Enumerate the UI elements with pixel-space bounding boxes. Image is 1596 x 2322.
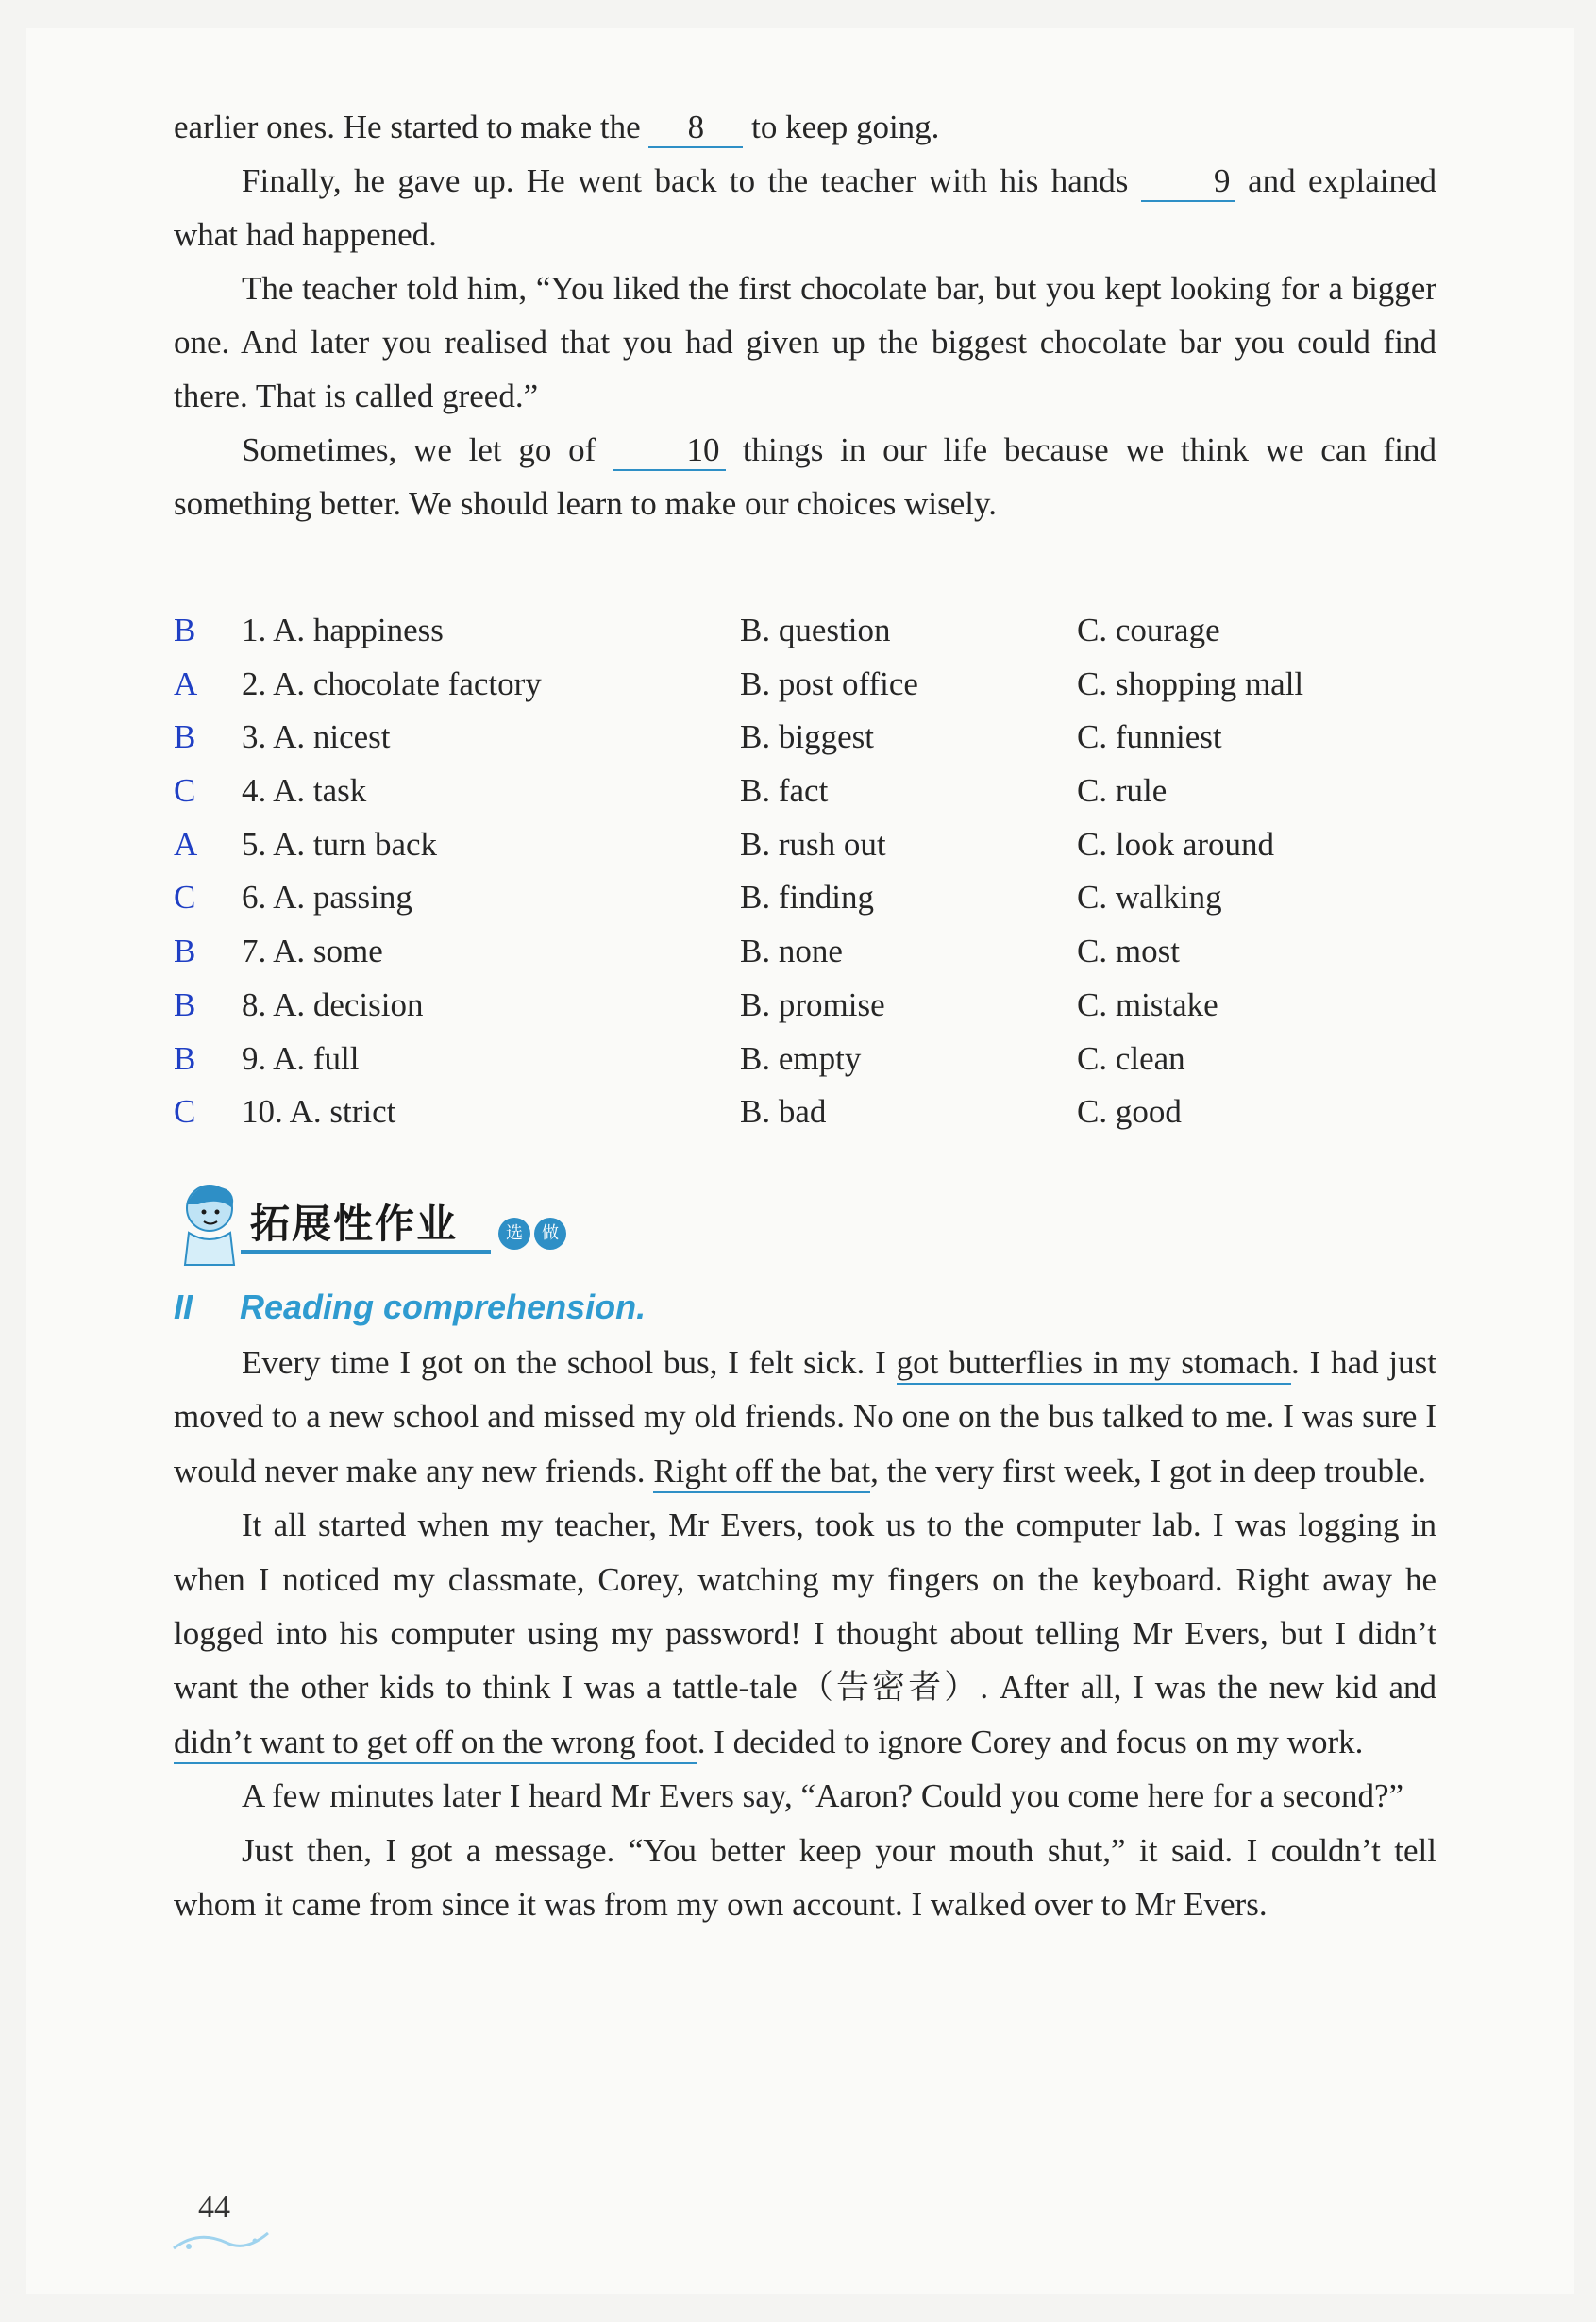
reading-passage	[174, 1336, 1436, 1931]
cloze-passage	[174, 100, 1436, 530]
cloze-paragraph-1: earlier ones. He started to make the 8 to keep going.	[174, 100, 1436, 154]
banner-title: 拓展性作业	[250, 1201, 459, 1247]
option-c: C. most	[1077, 933, 1180, 970]
cloze-paragraph-4: Sometimes, we let go of 10 things in our life because we think we can find something better. We should learn to make our choices wisely.	[174, 431, 1436, 522]
cloze-paragraph-2: Finally, he gave up. He went back to the teacher with his hands 9 and explained what had happened.	[174, 162, 1436, 253]
student-icon	[170, 1170, 245, 1274]
option-b: B. bad	[740, 1093, 827, 1131]
answer-mark: B	[174, 718, 196, 756]
section-number: II	[174, 1287, 193, 1326]
option-a: 7. A. some	[242, 933, 383, 970]
option-b: B. finding	[740, 879, 874, 917]
do-badge: 做	[534, 1218, 566, 1250]
option-c: C. look around	[1077, 825, 1275, 863]
answer-options	[174, 604, 1436, 1139]
option-a: 9. A. full	[242, 1039, 360, 1077]
cloze-paragraph-3: The teacher told him, “You liked the first chocolate bar, but you kept looking for a bigger one. And later you realised that you had given up the biggest chocolate bar you could find there. That is called greed.”	[174, 270, 1436, 414]
option-c: C. funniest	[1077, 718, 1222, 756]
option-a: 8. A. decision	[242, 985, 424, 1023]
answer-mark: B	[174, 985, 196, 1023]
question-row	[174, 711, 1436, 765]
option-c: C. courage	[1077, 612, 1220, 648]
option-c: C. good	[1077, 1093, 1182, 1131]
underlined-phrase: didn’t want to get off on the wrong foot	[174, 1724, 697, 1764]
page-number: 44	[198, 2190, 230, 2225]
reading-paragraph-3: A few minutes later I heard Mr Evers say, “Aaron? Could you come here for a second?”	[242, 1777, 1404, 1815]
answer-mark: A	[174, 825, 198, 863]
answer-mark: C	[174, 772, 196, 810]
option-c: C. clean	[1077, 1039, 1185, 1077]
option-a: 1. A. happiness	[242, 612, 444, 648]
option-b: B. rush out	[740, 825, 886, 863]
banner-underline	[241, 1250, 491, 1254]
option-c: C. mistake	[1077, 985, 1218, 1023]
reading-paragraph-1: Every time I got on the school bus, I felt sick. I got butterflies in my stomach. I had just moved to a new school and missed my old friends. No one on the bus talked to me. I was sure I would never make any new friends. Right off the bat, the very first week, I got in deep trouble.	[174, 1336, 1436, 1498]
reading-paragraph-4: Just then, I got a message. “You better keep your mouth shut,” it said. I couldn’t tell whom it came from since it was from my own account. I walked over to Mr Evers.	[174, 1831, 1436, 1924]
option-a: 3. A. nicest	[242, 718, 391, 756]
option-c: C. shopping mall	[1077, 665, 1304, 702]
option-b: B. empty	[740, 1039, 862, 1077]
question-row	[174, 1085, 1436, 1139]
question-row	[174, 979, 1436, 1033]
option-b: B. promise	[740, 985, 885, 1023]
question-row	[174, 604, 1436, 658]
option-b: B. none	[740, 933, 843, 970]
option-a: 10. A. strict	[242, 1093, 396, 1131]
blank-8: 8	[648, 109, 743, 148]
section-heading	[174, 1287, 646, 1327]
question-row	[174, 818, 1436, 872]
answer-mark: A	[174, 665, 198, 702]
option-a: 4. A. task	[242, 772, 367, 810]
reading-paragraph-2: It all started when my teacher, Mr Evers, took us to the computer lab. I was logging in when I noticed my classmate, Corey, watching my fingers on the keyboard. Right away he logged into his computer using my password! I thought about telling Mr Evers, but I didn’t want the other kids to think I was a tattle-tale（告密者）. After all, I was the new kid and didn’t want to get off on the wrong foot. I decided to ignore Corey and focus on my work.	[174, 1498, 1436, 1769]
question-row	[174, 925, 1436, 979]
underlined-phrase: Right off the bat	[653, 1453, 870, 1493]
answer-mark: B	[174, 1039, 196, 1077]
optional-badge: 选	[498, 1218, 530, 1250]
question-row	[174, 658, 1436, 712]
answer-mark: C	[174, 1093, 196, 1131]
extension-homework-banner	[170, 1170, 774, 1274]
blank-10: 10	[613, 431, 726, 471]
option-c: C. rule	[1077, 772, 1168, 810]
option-c: C. walking	[1077, 879, 1222, 917]
section-title: Reading comprehension.	[240, 1287, 647, 1326]
answer-mark: B	[174, 612, 196, 648]
answer-mark: B	[174, 933, 196, 970]
question-row	[174, 1033, 1436, 1086]
underlined-phrase: got butterflies in my stomach	[897, 1344, 1291, 1385]
question-row	[174, 765, 1436, 818]
blank-9: 9	[1141, 162, 1235, 202]
page-decoration-icon	[170, 2220, 274, 2258]
option-b: B. post office	[740, 665, 918, 702]
answer-mark: C	[174, 879, 196, 917]
option-b: B. biggest	[740, 718, 874, 756]
question-row	[174, 871, 1436, 925]
option-a: 2. A. chocolate factory	[242, 665, 542, 702]
option-a: 6. A. passing	[242, 879, 412, 917]
option-a: 5. A. turn back	[242, 825, 438, 863]
option-b: B. question	[740, 612, 891, 648]
option-b: B. fact	[740, 772, 829, 810]
